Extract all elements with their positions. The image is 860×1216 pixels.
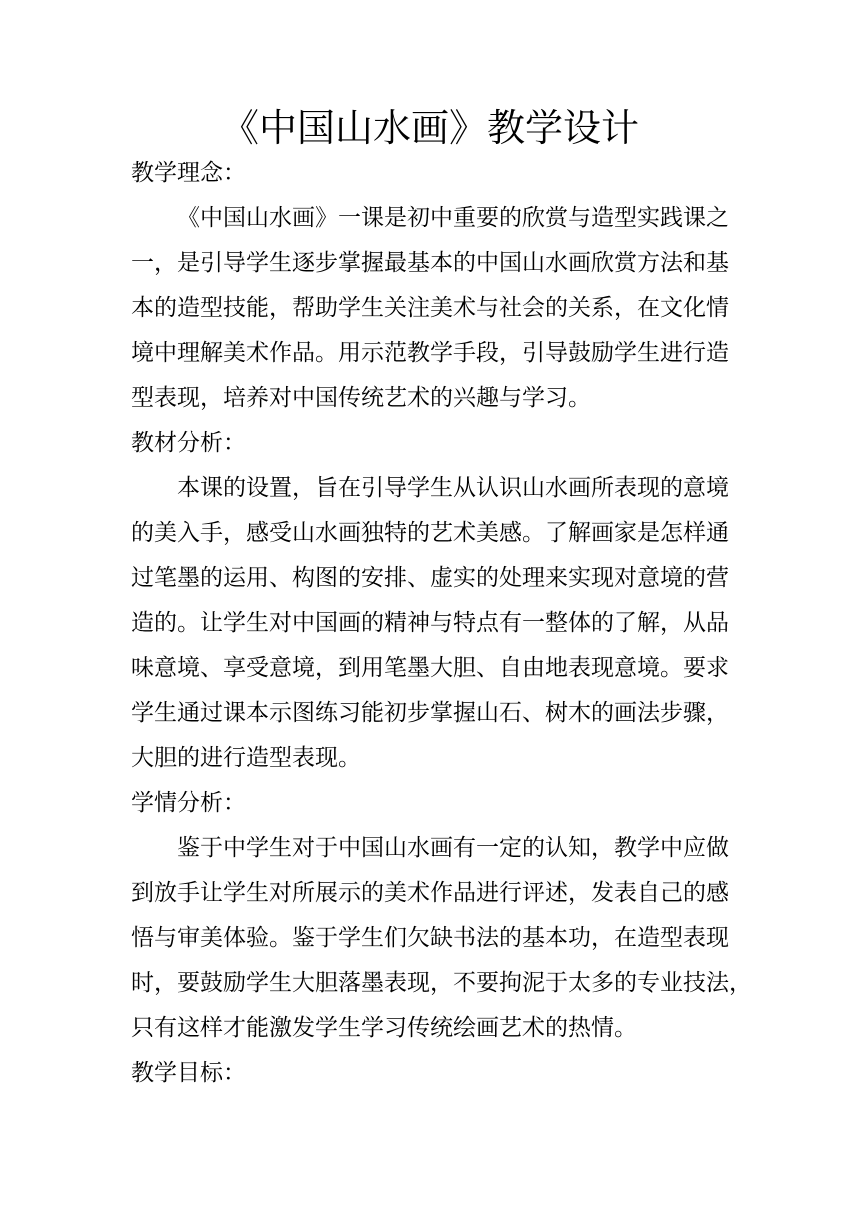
paragraph-line: 型表现，培养对中国传统艺术的兴趣与学习。 <box>131 385 591 411</box>
paragraph-line: 只有这样才能激发学生学习传统绘画艺术的热情。 <box>131 1015 637 1041</box>
document-title: 《中国山水画》教学设计 <box>220 106 639 150</box>
paragraph-line: 味意境、享受意境，到用笔墨大胆、自由地表现意境。要求 <box>131 655 729 681</box>
paragraph-line: 鉴于中学生对于中国山水画有一定的认知，教学中应做 <box>177 835 729 861</box>
paragraph-line: 学生通过课本示图练习能初步掌握山石、树木的画法步骤， <box>131 700 729 726</box>
paragraph-line: 的美入手，感受山水画独特的艺术美感。了解画家是怎样通 <box>131 520 729 546</box>
paragraph-line: 造的。让学生对中国画的精神与特点有一整体的了解，从品 <box>131 610 729 636</box>
paragraph-line: 到放手让学生对所展示的美术作品进行评述，发表自己的感 <box>131 880 729 906</box>
paragraph-line: 本的造型技能，帮助学生关注美术与社会的关系，在文化情 <box>131 295 729 321</box>
section-heading-teaching-goals: 教学目标： <box>131 1060 246 1086</box>
paragraph-line: 过笔墨的运用、构图的安排、虚实的处理来实现对意境的营 <box>131 565 729 591</box>
section-heading-student-analysis: 学情分析： <box>131 790 246 816</box>
section-heading-teaching-philosophy: 教学理念： <box>131 160 246 186</box>
paragraph-line: 本课的设置，旨在引导学生从认识山水画所表现的意境 <box>177 475 729 501</box>
paragraph-line: 大胆的进行造型表现。 <box>131 745 361 771</box>
paragraph-line: 一，是引导学生逐步掌握最基本的中国山水画欣赏方法和基 <box>131 250 729 276</box>
section-heading-textbook-analysis: 教材分析： <box>131 430 246 456</box>
paragraph-line: 时，要鼓励学生大胆落墨表现，不要拘泥于太多的专业技法， <box>131 970 752 996</box>
paragraph-line: 《中国山水画》一课是初中重要的欣赏与造型实践课之 <box>177 205 729 231</box>
paragraph-line: 境中理解美术作品。用示范教学手段，引导鼓励学生进行造 <box>131 340 729 366</box>
paragraph-line: 悟与审美体验。鉴于学生们欠缺书法的基本功，在造型表现 <box>131 925 729 951</box>
